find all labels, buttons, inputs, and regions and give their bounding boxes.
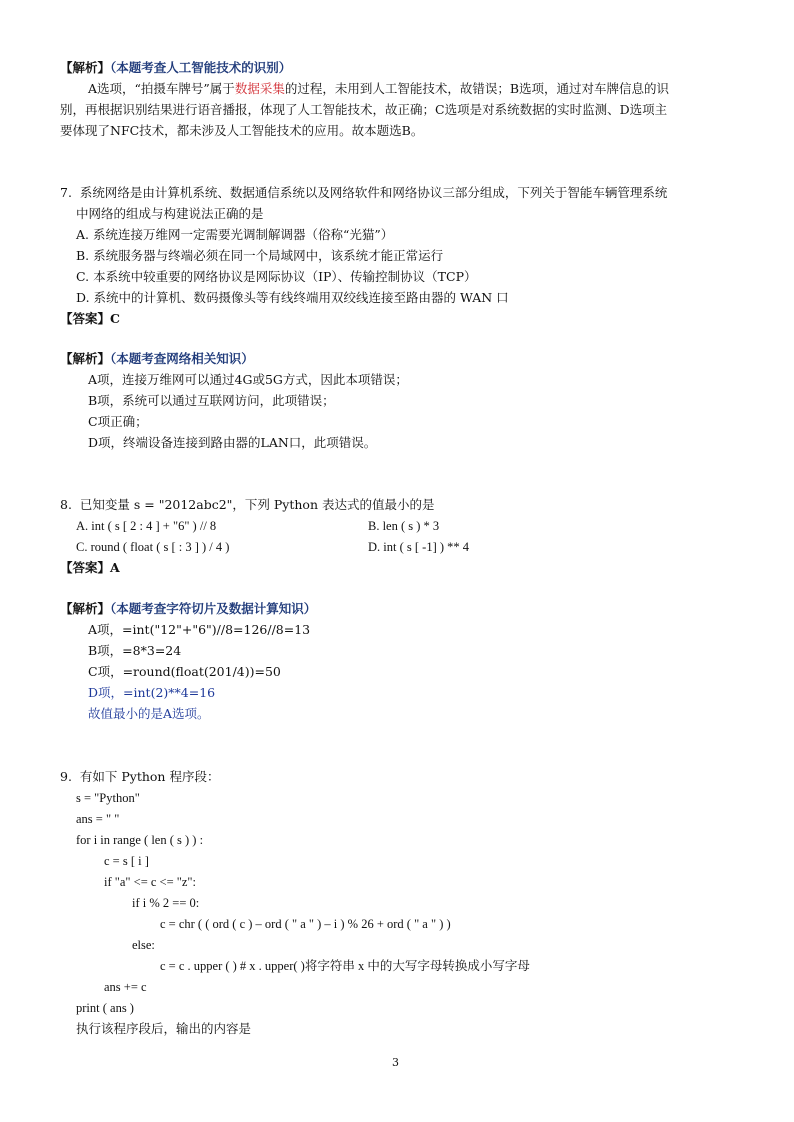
code-line: if i % 2 == 0: — [132, 896, 200, 910]
analysis-topic: （本题考查网络相关知识） — [110, 351, 254, 366]
code-line: c = chr ( ( ord ( c ) – ord ( " a " ) – i ) % 26 + ord ( " a " ) ) — [160, 917, 451, 931]
analysis-label: 【解析】 — [60, 601, 111, 616]
q7-stem-line1 — [60, 184, 667, 202]
answer-label: 【答案】 — [60, 560, 111, 575]
code-line: ans = " " — [76, 812, 120, 826]
q8-analysis-conclusion: 故值最小的是A选项。 — [88, 706, 210, 721]
code-line: s = "Python" — [76, 791, 140, 805]
q8-option-d: D. int ( s [ -1] ) ** 4 — [368, 540, 470, 554]
question-number: 9. — [60, 769, 72, 784]
highlight-term: 数据采集 — [234, 81, 285, 96]
q8-answer — [60, 559, 120, 577]
analysis-topic: （本题考查人工智能技术的识别） — [110, 60, 292, 75]
page-number: 3 — [392, 1056, 399, 1069]
q7-analysis-header — [60, 350, 254, 368]
analysis-label: 【解析】 — [60, 351, 111, 366]
q7-option-d: D. 系统中的计算机、数码摄像头等有线终端用双绞线连接至路由器的 WAN 口 — [76, 290, 509, 305]
analysis-label: 【解析】 — [60, 60, 111, 75]
q8-option-b: B. len ( s ) * 3 — [368, 519, 440, 533]
code-line: c = c . upper ( ) # x . upper( )将字符串 x 中的大写字母转换成小写字母 — [160, 959, 530, 973]
q6-analysis-header — [60, 59, 291, 77]
q6-analysis-line1 — [88, 80, 669, 98]
q8-analysis-line: B项，=8*3=24 — [88, 643, 182, 658]
q7-analysis-line: A项，连接万维网可以通过4G或5G方式，因此本项错误； — [88, 372, 408, 387]
q7-analysis-line: B项，系统可以通过互联网访问，此项错误； — [88, 393, 335, 408]
q6-analysis-line3: 要体现了NFC技术，都未涉及人工智能技术的应用。故本题选B。 — [60, 123, 424, 138]
q7-analysis-line: C项正确； — [88, 414, 148, 429]
analysis-topic: （本题考查字符切片及数据计算知识） — [110, 601, 317, 616]
q7-option-a: A. 系统连接万维网一定需要光调制解调器（俗称“光猫”） — [76, 227, 394, 242]
question-stem: 系统网络是由计算机系统、数据通信系统以及网络软件和网络协议三部分组成，下列关于智能车辆管理系统 — [79, 185, 668, 200]
q8-analysis-line: A项，=int("12"+"6")//8=126//8=13 — [88, 622, 311, 637]
q9-stem — [60, 768, 219, 786]
q7-stem-line2: 中网络的组成与构建说法正确的是 — [76, 206, 264, 221]
q8-analysis-line-blue: D项，=int(2)**4=16 — [88, 685, 216, 700]
q8-option-a: A. int ( s [ 2 : 4 ] + "6" ) // 8 — [76, 519, 217, 533]
q6-analysis-line2: 别，再根据识别结果进行语音播报，体现了人工智能技术，故正确；C选项是对系统数据的实时监测、D选项主 — [60, 102, 668, 117]
q7-option-b: B. 系统服务器与终端必须在同一个局域网中，该系统才能正常运行 — [76, 248, 444, 263]
q8-analysis-header — [60, 600, 316, 618]
code-line: c = s [ i ] — [104, 854, 149, 868]
code-line: for i in range ( len ( s ) ) : — [76, 833, 204, 847]
code-line: else: — [132, 938, 155, 952]
code-line: if "a" <= c <= "z": — [104, 875, 196, 889]
code-line: print ( ans ) — [76, 1001, 134, 1015]
text-segment: A选项，“拍摄车牌号”属于 — [88, 81, 235, 96]
q7-answer — [60, 310, 120, 328]
q8-stem — [60, 496, 435, 514]
question-number: 7. — [60, 185, 72, 200]
answer-label: 【答案】 — [60, 311, 111, 326]
q8-option-c: C. round ( float ( s [ : 3 ] ) / 4 ) — [76, 540, 230, 554]
answer-value: A — [110, 560, 120, 575]
question-stem: 已知变量 s = "2012abc2"，下列 Python 表达式的值最小的是 — [79, 497, 435, 512]
q7-option-c: C. 本系统中较重要的网络协议是网际协议（IP）、传输控制协议（TCP） — [76, 269, 477, 284]
q7-analysis-line: D项，终端设备连接到路由器的LAN口，此项错误。 — [88, 435, 377, 450]
code-line: ans += c — [104, 980, 147, 994]
q9-tail: 执行该程序段后，输出的内容是 — [76, 1021, 252, 1036]
text-segment: 的过程，未用到人工智能技术，故错误；B选项，通过对车牌信息的识 — [284, 81, 670, 96]
question-stem: 有如下 Python 程序段： — [79, 769, 220, 784]
q8-analysis-line: C项，=round(float(201/4))=50 — [88, 664, 281, 679]
answer-value: C — [110, 311, 120, 326]
question-number: 8. — [60, 497, 72, 512]
